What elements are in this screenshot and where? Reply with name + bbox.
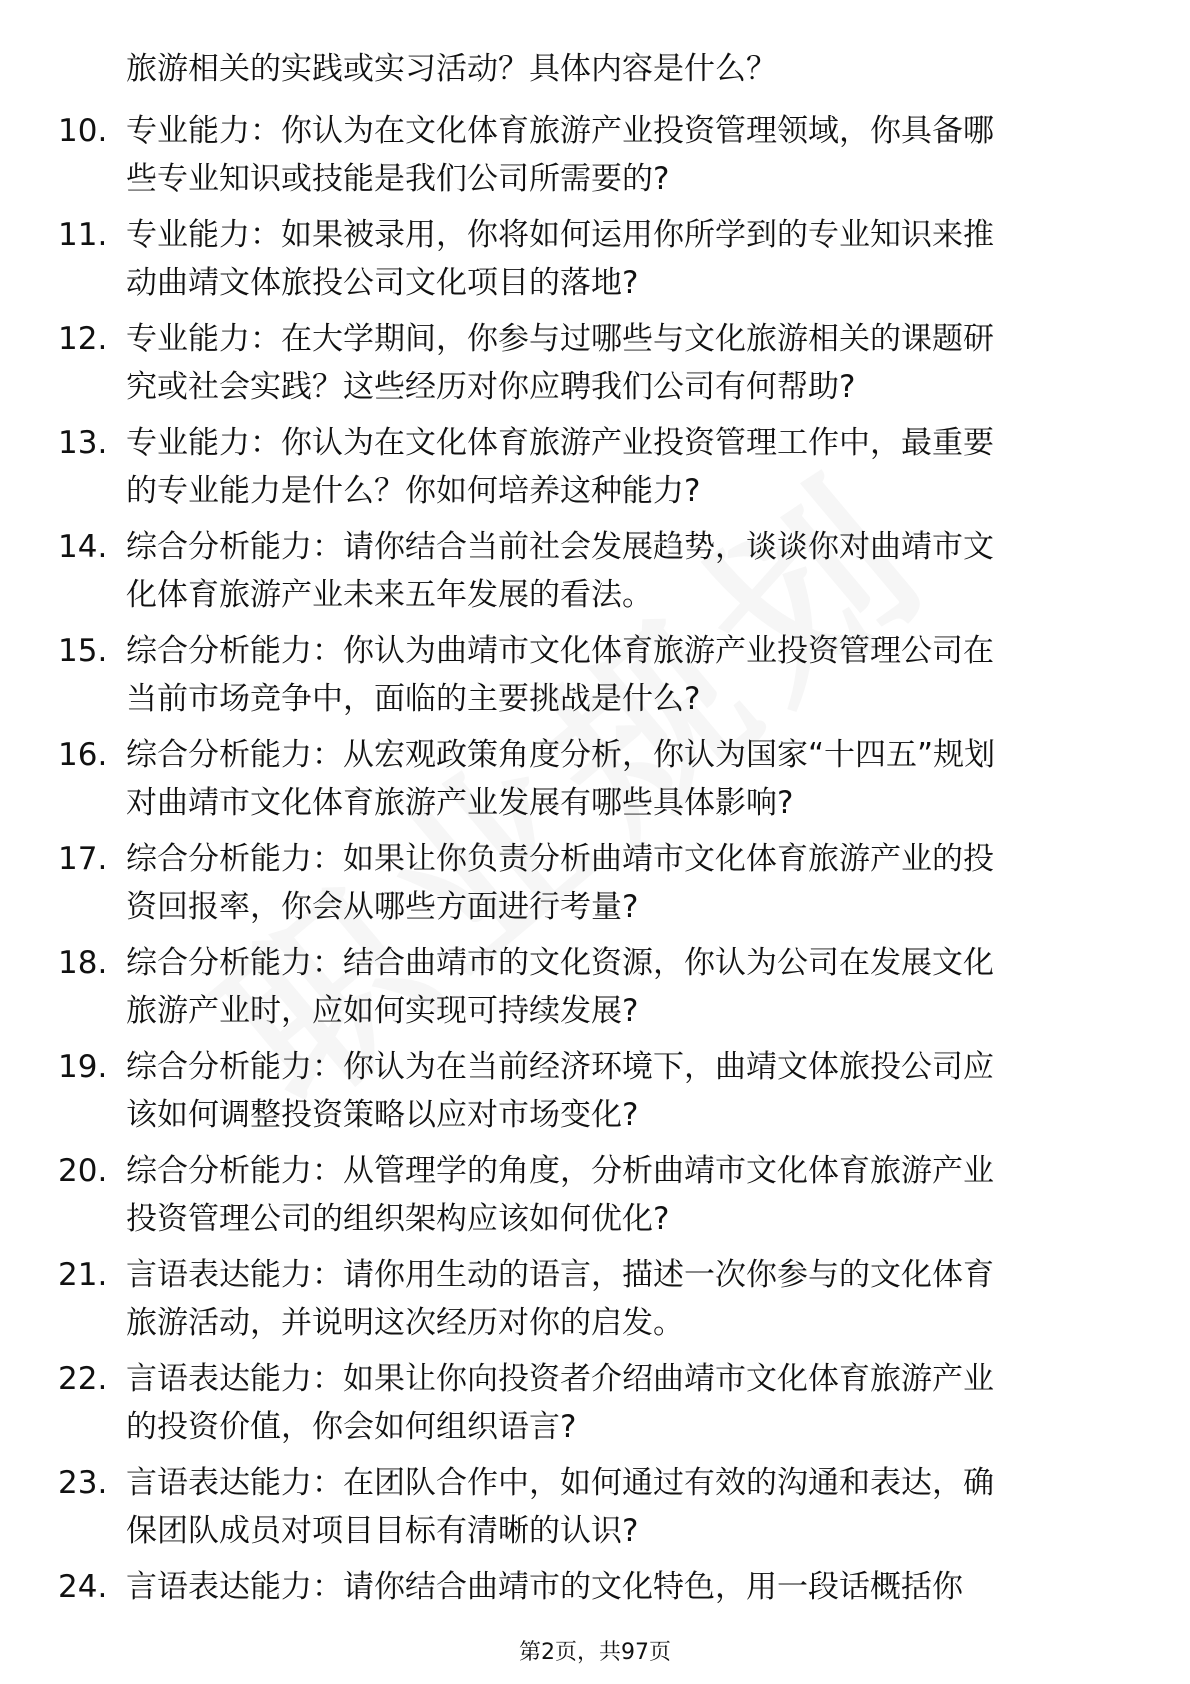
- question-text-line: 言语表达能力：在团队合作中，如何通过有效的沟通和表达，确: [126, 1465, 994, 1501]
- question-text-line: 综合分析能力：你认为曲靖市文化体育旅游产业投资管理公司在: [126, 633, 994, 669]
- question-text-line: 旅游活动，并说明这次经历对你的启发。: [126, 1305, 684, 1341]
- question-number: 15.: [58, 633, 108, 669]
- question-number: 21.: [58, 1257, 108, 1293]
- question-text-line: 专业能力：你认为在文化体育旅游产业投资管理领域，你具备哪: [126, 113, 994, 149]
- question-item: [0, 942, 1190, 1046]
- question-text-line: 资回报率，你会从哪些方面进行考量?: [126, 889, 639, 925]
- question-text-line: 综合分析能力：请你结合当前社会发展趋势，谈谈你对曲靖市文: [126, 529, 994, 565]
- question-item: [0, 214, 1190, 318]
- question-text-line: 投资管理公司的组织架构应该如何优化?: [126, 1201, 670, 1237]
- question-number: 22.: [58, 1361, 108, 1397]
- question-item: [0, 1358, 1190, 1462]
- question-item: [0, 318, 1190, 422]
- question-text-line: 的投资价值，你会如何组织语言?: [126, 1409, 577, 1445]
- question-text-line: 综合分析能力：从管理学的角度，分析曲靖市文化体育旅游产业: [126, 1153, 994, 1189]
- question-number: 17.: [58, 841, 108, 877]
- question-text-line: 言语表达能力：如果让你向投资者介绍曲靖市文化体育旅游产业: [126, 1361, 994, 1397]
- question-text-line: 当前市场竞争中，面临的主要挑战是什么?: [126, 681, 701, 717]
- question-text-line: 化体育旅游产业未来五年发展的看法。: [126, 577, 653, 613]
- question-item: [0, 734, 1190, 838]
- question-item: [0, 526, 1190, 630]
- question-text-line: 专业能力：如果被录用，你将如何运用你所学到的专业知识来推: [126, 217, 994, 253]
- question-text-line: 专业能力：你认为在文化体育旅游产业投资管理工作中，最重要: [126, 425, 994, 461]
- question-item: [0, 422, 1190, 526]
- question-text-line: 保团队成员对项目目标有清晰的认识?: [126, 1513, 639, 1549]
- question-number: 13.: [58, 425, 108, 461]
- question-text-line: 综合分析能力：你认为在当前经济环境下，曲靖文体旅投公司应: [126, 1049, 994, 1085]
- question-number: 23.: [58, 1465, 108, 1501]
- question-list: [0, 110, 1190, 1670]
- question-number: 18.: [58, 945, 108, 981]
- question-text-line: 对曲靖市文化体育旅游产业发展有哪些具体影响?: [126, 785, 794, 821]
- question-number: 16.: [58, 737, 108, 773]
- question-text-line: 言语表达能力：请你结合曲靖市的文化特色，用一段话概括你: [126, 1569, 963, 1605]
- question-number: 10.: [58, 113, 108, 149]
- question-text-line: 究或社会实践？这些经历对你应聘我们公司有何帮助?: [126, 369, 856, 405]
- question-number: 19.: [58, 1049, 108, 1085]
- question-item: [0, 1150, 1190, 1254]
- question-item: [0, 630, 1190, 734]
- question-number: 14.: [58, 529, 108, 565]
- question-text-line: 旅游产业时，应如何实现可持续发展?: [126, 993, 639, 1029]
- question-text-line: 综合分析能力：结合曲靖市的文化资源，你认为公司在发展文化: [126, 945, 994, 981]
- question-number: 11.: [58, 217, 108, 253]
- question-item: [0, 1462, 1190, 1566]
- question-text-line: 综合分析能力：从宏观政策角度分析，你认为国家“十四五”规划: [126, 737, 996, 773]
- page-number-footer: 第2页，共97页: [519, 1640, 671, 1665]
- question-item: [0, 1254, 1190, 1358]
- continuation-line: 旅游相关的实践或实习活动？具体内容是什么？: [126, 51, 777, 87]
- question-item: [0, 110, 1190, 214]
- question-item: [0, 1046, 1190, 1150]
- question-number: 20.: [58, 1153, 108, 1189]
- question-text-line: 动曲靖文体旅投公司文化项目的落地?: [126, 265, 639, 301]
- question-number: 24.: [58, 1569, 108, 1605]
- question-number: 12.: [58, 321, 108, 357]
- question-text-line: 专业能力：在大学期间，你参与过哪些与文化旅游相关的课题研: [126, 321, 994, 357]
- question-text-line: 言语表达能力：请你用生动的语言，描述一次你参与的文化体育: [126, 1257, 994, 1293]
- question-text-line: 综合分析能力：如果让你负责分析曲靖市文化体育旅游产业的投: [126, 841, 994, 877]
- question-item: [0, 838, 1190, 942]
- question-text-line: 的专业能力是什么？你如何培养这种能力?: [126, 473, 701, 509]
- question-text-line: 些专业知识或技能是我们公司所需要的?: [126, 161, 670, 197]
- question-text-line: 该如何调整投资策略以应对市场变化?: [126, 1097, 639, 1133]
